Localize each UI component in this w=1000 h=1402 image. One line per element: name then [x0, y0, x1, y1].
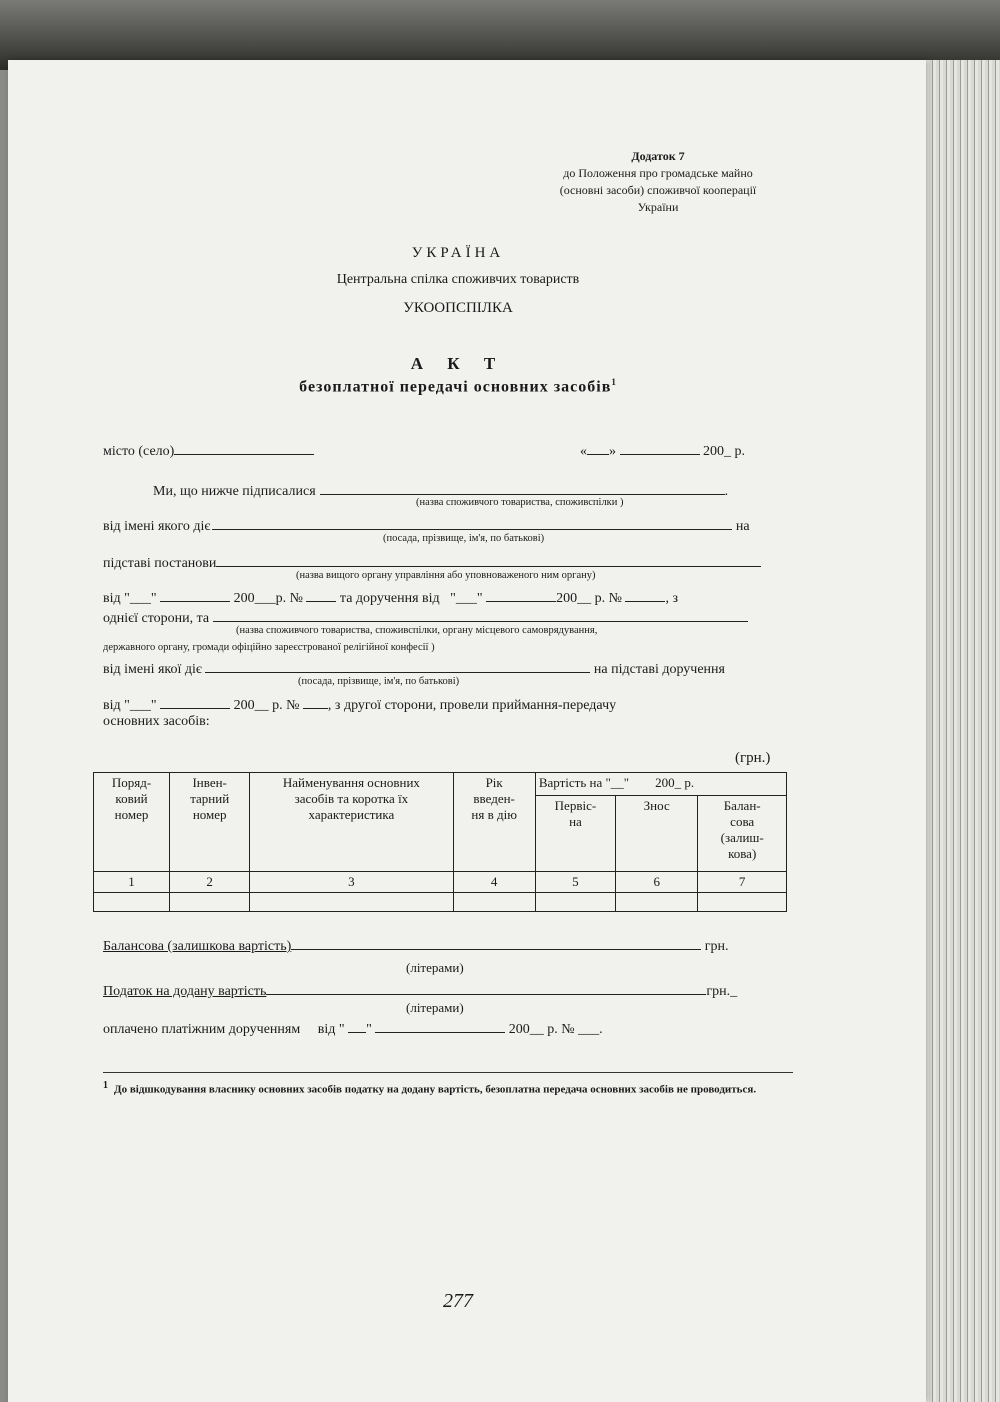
- paid-end: ___.: [578, 1022, 603, 1037]
- paid-month-field[interactable]: [375, 1018, 505, 1033]
- caption-society: (назва споживчого товариства, споживспілки ): [416, 497, 624, 508]
- in-words-caption: (літерами): [406, 960, 464, 975]
- column-number: 6: [616, 872, 698, 893]
- table-cell[interactable]: [535, 893, 615, 912]
- balance-row: [103, 935, 729, 955]
- decision-label: підставі постанови: [103, 556, 217, 571]
- caption-other-party-2: державного органу, громади офіційно зареєстрованої релігійної конфесії ): [103, 642, 435, 653]
- decision-date-row: [103, 587, 678, 607]
- date-year: 200_ р.: [703, 444, 745, 459]
- footnote: [103, 1078, 793, 1098]
- other-party-field[interactable]: [213, 607, 748, 622]
- table-cell[interactable]: [453, 893, 535, 912]
- table-cell[interactable]: [698, 893, 787, 912]
- table-cell[interactable]: [170, 893, 250, 912]
- date-close-quote: »: [609, 444, 616, 459]
- date-row: [580, 440, 745, 460]
- month-field[interactable]: [620, 440, 700, 455]
- behalf-label: від імені якого діє: [103, 519, 211, 534]
- balance-label: Балансова (залишкова вартість): [103, 939, 292, 954]
- order-label: та доручення від: [339, 591, 440, 606]
- representative-f-field[interactable]: [205, 658, 590, 673]
- in-words-caption-2: (літерами): [406, 1000, 464, 1015]
- header-ordinal-number: Поряд- ковий номер: [94, 773, 170, 872]
- order-date-row: [103, 694, 616, 714]
- header-initial-value: Первіс- на: [535, 796, 615, 872]
- currency-label: (грн.): [735, 750, 771, 766]
- header-balance-value: Балан- сова (залиш- кова): [698, 796, 787, 872]
- society-field[interactable]: [320, 480, 725, 495]
- header-value-on-date: Вартість на "__" 200_ р.: [535, 773, 786, 796]
- day-field[interactable]: [587, 440, 609, 455]
- table-cell[interactable]: [94, 893, 170, 912]
- behalf-f-row: [103, 658, 725, 678]
- appendix-title: Додаток 7: [631, 149, 685, 163]
- assets-label: основних засобів:: [103, 714, 210, 729]
- footnote-divider: [103, 1072, 793, 1073]
- date-open-quote: «: [580, 444, 587, 459]
- signed-row: Ми, що нижче підписалися .: [153, 480, 728, 500]
- appendix-line: України: [637, 200, 679, 214]
- paid-year: 200__ р. №: [508, 1022, 575, 1037]
- act-subtitle-text: безоплатної передачі основних засобів: [299, 378, 612, 396]
- behalf-on: на: [735, 519, 750, 534]
- one-side-row: [103, 607, 748, 627]
- order-year-no: 200__ р. №: [556, 591, 622, 606]
- order2-year-no: 200__ р. №: [233, 698, 300, 713]
- footnote-mark: 1: [103, 1080, 108, 1091]
- table-row: [94, 893, 787, 912]
- header-year-commissioned: Рік введен- ня в дію: [453, 773, 535, 872]
- city-row: [103, 440, 314, 460]
- header-inventory-number: Інвен- тарний номер: [170, 773, 250, 872]
- paid-row: [103, 1018, 603, 1038]
- from-quote: від "___": [103, 591, 157, 606]
- comma-z: , з: [665, 591, 678, 606]
- table-cell[interactable]: [616, 893, 698, 912]
- basis-order-label: на підставі доручення: [593, 662, 725, 677]
- organization-name: Центральна спілка споживчих товариств: [336, 272, 580, 287]
- decision-row: [103, 552, 761, 572]
- signed-label: Ми, що нижче підписалися: [153, 484, 316, 499]
- caption-position: (посада, прізвище, ім'я, по батькові): [383, 533, 545, 544]
- order2-month-field[interactable]: [160, 694, 230, 709]
- decision-field[interactable]: [216, 552, 761, 567]
- other-side-text: , з другої сторони, провели приймання-передачу: [327, 698, 617, 713]
- assets-table: [93, 772, 787, 912]
- page-number: 277: [443, 1290, 473, 1312]
- organization-short-name: УКООПСПІЛКА: [403, 300, 513, 316]
- order-month-field[interactable]: [486, 587, 556, 602]
- footnote-ref: 1: [611, 377, 617, 387]
- appendix-line: (основні засоби) споживчої кооперації: [559, 183, 757, 197]
- decision-number-field[interactable]: [306, 587, 336, 602]
- one-side-label: однієї сторони, та: [103, 611, 210, 626]
- behalf-f-label: від імені якої діє: [103, 662, 202, 677]
- header-depreciation: Знос: [616, 796, 698, 872]
- paid-close-quote: ": [366, 1022, 372, 1037]
- behalf-row: [103, 515, 750, 535]
- order2-number-field[interactable]: [303, 694, 328, 709]
- city-label: місто (село): [103, 444, 175, 459]
- column-numbers-row: [94, 872, 787, 893]
- paid-label: оплачено платіжним дорученням: [103, 1022, 301, 1037]
- vat-uah: грн._: [706, 984, 738, 999]
- act-title: А К Т: [410, 354, 506, 373]
- decision-year-no: 200___р. №: [233, 591, 303, 606]
- caption-higher-body: (назва вищого органу управління або уповноваженого ним органу): [296, 570, 596, 581]
- column-number: 2: [170, 872, 250, 893]
- caption-other-party: (назва споживчого товариства, споживспілки, органу місцевого самоврядування,: [236, 625, 598, 636]
- paid-day-field[interactable]: [348, 1018, 366, 1033]
- act-subtitle: [8, 377, 908, 396]
- table-cell[interactable]: [250, 893, 453, 912]
- appendix-line: до Положення про громадське майно: [563, 166, 753, 180]
- column-number: 3: [250, 872, 453, 893]
- book-page-edges: [915, 60, 1000, 1402]
- document-page: [8, 60, 926, 1402]
- paid-from: від ": [317, 1022, 345, 1037]
- footnote-text: До відшкодування власнику основних засобів податку на додану вартість, безоплатна передача основних засобів не проводиться.: [114, 1083, 757, 1096]
- order-number-field[interactable]: [625, 587, 665, 602]
- header-asset-name: Найменування основних засобів та коротка їх характеристика: [250, 773, 453, 872]
- decision-month-field[interactable]: [160, 587, 230, 602]
- caption-position-2: (посада, прізвище, ім'я, по батькові): [298, 676, 460, 687]
- balance-uah: грн.: [704, 939, 729, 954]
- city-field[interactable]: [174, 440, 314, 455]
- order-day-quote: "___": [450, 591, 483, 606]
- balance-field[interactable]: [291, 935, 701, 950]
- from-quote-3: від "___": [103, 698, 157, 713]
- vat-label: Податок на додану вартість: [103, 984, 267, 999]
- country-heading: УКРАЇНА: [411, 245, 505, 261]
- column-number: 5: [535, 872, 615, 893]
- appendix-block: [518, 148, 798, 216]
- column-number: 7: [698, 872, 787, 893]
- representative-field[interactable]: [212, 515, 732, 530]
- vat-field[interactable]: [266, 980, 706, 995]
- vat-row: [103, 980, 737, 1000]
- column-number: 4: [453, 872, 535, 893]
- column-number: 1: [94, 872, 170, 893]
